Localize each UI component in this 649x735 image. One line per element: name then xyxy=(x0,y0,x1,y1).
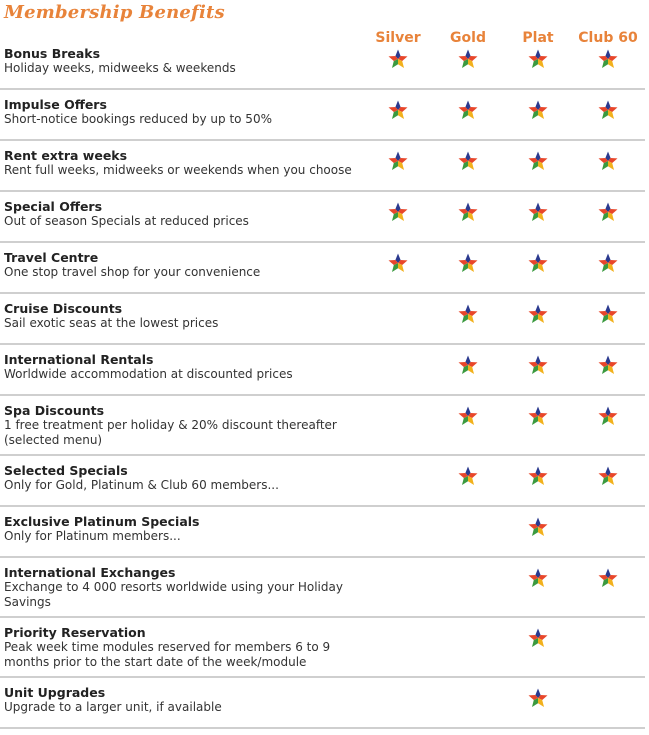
benefit-description-line: Sail exotic seas at the lowest prices xyxy=(4,316,219,330)
benefit-description-line: Worldwide accommodation at discounted prices xyxy=(4,367,293,381)
benefit-row xyxy=(0,97,645,141)
star-icon xyxy=(528,466,548,486)
star-icon xyxy=(528,517,548,537)
benefit-name: Special Offers xyxy=(4,199,103,214)
star-icon xyxy=(598,304,618,324)
benefit-name: Bonus Breaks xyxy=(4,46,101,61)
star-icon xyxy=(458,100,478,120)
benefit-description-line: Holiday weeks, midweeks & weekends xyxy=(4,61,236,75)
benefit-description-line: Only for Gold, Platinum & Club 60 members... xyxy=(4,478,279,492)
star-icon xyxy=(598,406,618,426)
column-header-gold: Gold xyxy=(450,30,486,46)
star-icon xyxy=(458,49,478,69)
benefit-name: International Exchanges xyxy=(4,565,176,580)
benefit-name: Priority Reservation xyxy=(4,625,146,640)
star-icon xyxy=(388,202,408,222)
star-icon xyxy=(458,202,478,222)
star-icon xyxy=(388,100,408,120)
benefit-description xyxy=(4,580,364,610)
benefit-name: Unit Upgrades xyxy=(4,685,106,700)
star-icon xyxy=(388,49,408,69)
column-header-plat: Plat xyxy=(522,30,554,46)
star-icon xyxy=(458,151,478,171)
benefit-description-line: Rent full weeks, midweeks or weekends when you choose xyxy=(4,163,352,177)
benefit-description-line: (selected menu) xyxy=(4,433,103,447)
benefit-row xyxy=(0,250,645,294)
star-icon xyxy=(598,466,618,486)
benefit-description xyxy=(4,700,364,715)
benefit-description-line: Savings xyxy=(4,595,51,609)
benefit-name: Rent extra weeks xyxy=(4,148,128,163)
star-icon xyxy=(528,355,548,375)
benefit-name: Exclusive Platinum Specials xyxy=(4,514,200,529)
star-icon xyxy=(458,253,478,273)
benefit-row xyxy=(0,46,645,90)
benefit-name: Selected Specials xyxy=(4,463,128,478)
benefit-name: International Rentals xyxy=(4,352,154,367)
star-icon xyxy=(528,100,548,120)
benefit-description xyxy=(4,367,364,382)
column-header-silver: Silver xyxy=(375,30,421,46)
benefit-description xyxy=(4,265,364,280)
benefit-description-line: Upgrade to a larger unit, if available xyxy=(4,700,222,714)
benefit-row xyxy=(0,514,645,558)
benefit-description-line: 1 free treatment per holiday & 20% discount thereafter xyxy=(4,418,337,432)
star-icon xyxy=(528,202,548,222)
star-icon xyxy=(388,151,408,171)
star-icon xyxy=(528,628,548,648)
benefit-description xyxy=(4,214,364,229)
star-icon xyxy=(458,406,478,426)
star-icon xyxy=(598,49,618,69)
benefit-description xyxy=(4,640,364,670)
star-icon xyxy=(528,688,548,708)
benefit-description xyxy=(4,529,364,544)
benefit-description xyxy=(4,163,364,178)
benefit-row xyxy=(0,685,645,729)
star-icon xyxy=(528,253,548,273)
star-icon xyxy=(598,253,618,273)
benefit-description xyxy=(4,316,364,331)
page-title: Membership Benefits xyxy=(4,2,225,23)
star-icon xyxy=(458,355,478,375)
benefit-description-line: Peak week time modules reserved for members 6 to 9 xyxy=(4,640,331,654)
benefit-name: Spa Discounts xyxy=(4,403,105,418)
benefit-row xyxy=(0,625,645,678)
star-icon xyxy=(598,568,618,588)
star-icon xyxy=(458,304,478,324)
star-icon xyxy=(388,253,408,273)
star-icon xyxy=(528,406,548,426)
star-icon xyxy=(528,568,548,588)
benefit-row xyxy=(0,148,645,192)
benefit-description-line: Exchange to 4 000 resorts worldwide using your Holiday xyxy=(4,580,343,594)
benefit-row xyxy=(0,301,645,345)
column-header-club-60: Club 60 xyxy=(578,30,638,46)
star-icon xyxy=(528,151,548,171)
star-icon xyxy=(528,49,548,69)
benefit-description-line: months prior to the start date of the week/module xyxy=(4,655,307,669)
benefit-description-line: Short-notice bookings reduced by up to 50% xyxy=(4,112,272,126)
benefit-description-line: Out of season Specials at reduced prices xyxy=(4,214,249,228)
benefit-row xyxy=(0,403,645,456)
benefit-description-line: Only for Platinum members... xyxy=(4,529,181,543)
benefit-name: Cruise Discounts xyxy=(4,301,123,316)
star-icon xyxy=(598,100,618,120)
benefit-description xyxy=(4,112,364,127)
star-icon xyxy=(598,202,618,222)
benefit-description xyxy=(4,61,364,76)
benefit-row xyxy=(0,463,645,507)
star-icon xyxy=(598,151,618,171)
benefit-row xyxy=(0,565,645,618)
benefit-row xyxy=(0,199,645,243)
benefit-description xyxy=(4,418,364,448)
benefit-description xyxy=(4,478,364,493)
benefit-description-line: One stop travel shop for your convenience xyxy=(4,265,261,279)
star-icon xyxy=(598,355,618,375)
star-icon xyxy=(458,466,478,486)
benefit-name: Impulse Offers xyxy=(4,97,107,112)
benefit-row xyxy=(0,352,645,396)
benefit-name: Travel Centre xyxy=(4,250,99,265)
star-icon xyxy=(528,304,548,324)
